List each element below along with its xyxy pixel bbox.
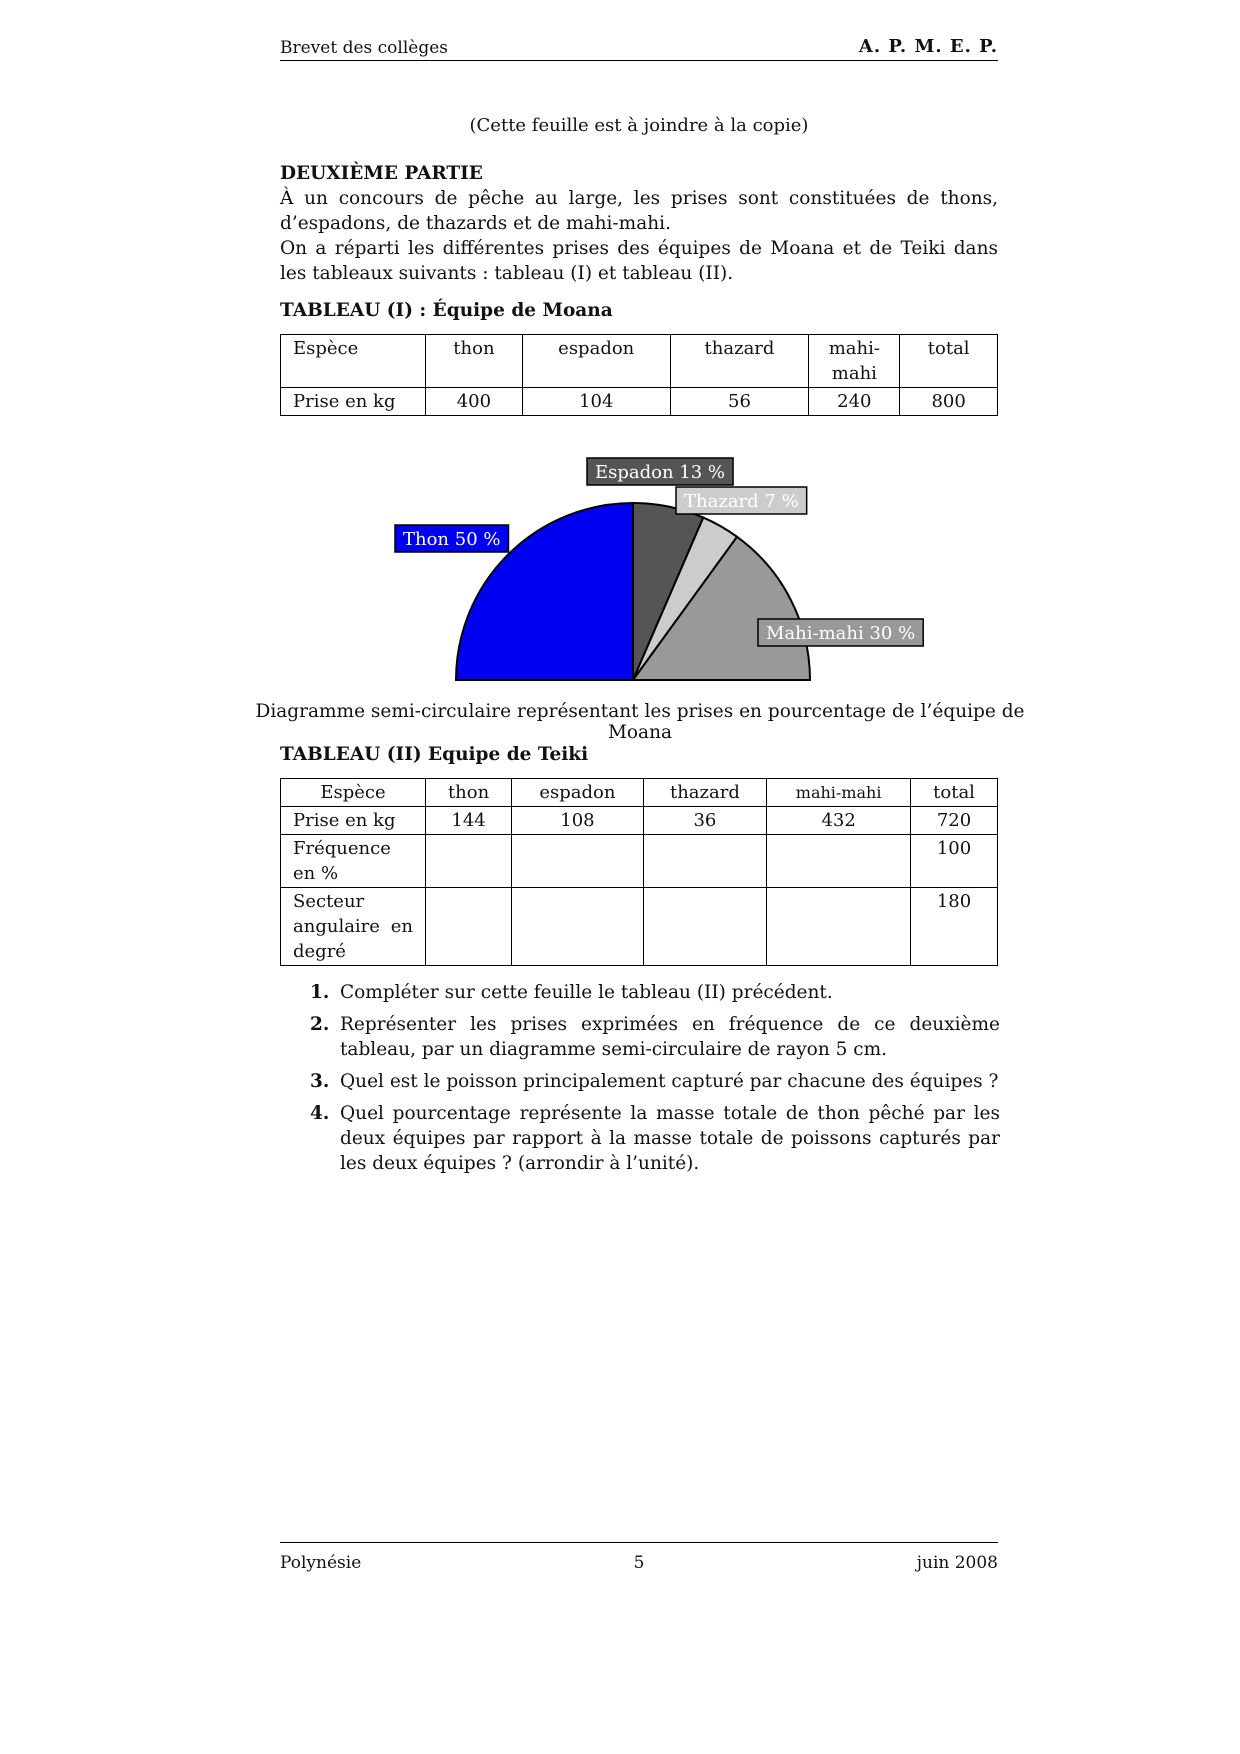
question-number: 1. — [310, 982, 330, 1003]
list-item — [310, 1069, 1000, 1094]
table-row — [281, 835, 998, 888]
question-text: Quel pourcentage représente la masse totale de thon pêché par les deux équipes par rapport à la masse totale de poissons capturés par les deux équipes ? (arrondir à l’unité). — [340, 1103, 1000, 1174]
table-cell: Prise en kg — [281, 807, 426, 835]
list-item — [310, 1101, 1000, 1176]
table-cell — [643, 888, 766, 966]
chart-label: Thon 50 % — [403, 529, 501, 550]
table-cell: 36 — [643, 807, 766, 835]
table-cell: 240 — [809, 388, 900, 416]
table-row — [281, 779, 998, 807]
chart-label: Espadon 13 % — [595, 462, 726, 483]
table1-title: TABLEAU (I) : Équipe de Moana — [280, 300, 613, 321]
table-cell: espadon — [522, 335, 670, 388]
table-cell: 56 — [670, 388, 809, 416]
table-cell — [512, 888, 644, 966]
footer-right: juin 2008 — [916, 1553, 998, 1573]
part-title: DEUXIÈME PARTIE — [280, 163, 483, 184]
table-cell: total — [900, 335, 998, 388]
intro-paragraph-1: À un concours de pêche au large, les prises sont constituées de thons, d’espadons, de thazards et de mahi-mahi. — [280, 188, 998, 234]
footer-left: Polynésie — [280, 1553, 362, 1573]
table-cell: Secteur angulaire en degré — [281, 888, 426, 966]
table-cell — [426, 888, 512, 966]
table-cell: Fréquence en % — [281, 835, 426, 888]
table-row — [281, 388, 998, 416]
list-item — [310, 980, 1000, 1005]
table-cell — [512, 835, 644, 888]
question-number: 3. — [310, 1071, 330, 1092]
list-item — [310, 1012, 1000, 1062]
table-cell: thon — [426, 779, 512, 807]
table-cell: 432 — [767, 807, 911, 835]
chart-label: Thazard 7 % — [684, 491, 799, 512]
table-cell — [643, 835, 766, 888]
table-row — [281, 335, 998, 388]
header-left: Brevet des collèges — [280, 38, 449, 58]
table-row — [281, 807, 998, 835]
table-cell: espadon — [512, 779, 644, 807]
question-text: Quel est le poisson principalement capturé par chacune des équipes ? — [340, 1071, 999, 1092]
table-cell: mahi-mahi — [809, 335, 900, 388]
table-moana — [280, 334, 998, 416]
table-cell: thazard — [643, 779, 766, 807]
table-cell: 180 — [911, 888, 998, 966]
table-cell: Prise en kg — [281, 388, 426, 416]
question-number: 2. — [310, 1014, 330, 1035]
table-cell: mahi-mahi — [767, 779, 911, 807]
question-text: Compléter sur cette feuille le tableau (II) précédent. — [340, 982, 833, 1003]
question-list — [310, 980, 1000, 1183]
intro-block — [280, 161, 998, 286]
table-cell: 400 — [426, 388, 523, 416]
question-text: Représenter les prises exprimées en fréquence de ce deuxième tableau, par un diagramme semi-circulaire de rayon 5 cm. — [340, 1014, 1000, 1060]
page-footer — [280, 1542, 998, 1573]
table-cell: Espèce — [281, 335, 426, 388]
question-number: 4. — [310, 1103, 330, 1124]
table2-title: TABLEAU (II) Equipe de Teiki — [280, 744, 589, 765]
chart-caption: Diagramme semi-circulaire représentant les prises en pourcentage de l’équipe de Moana — [255, 701, 1025, 743]
table-cell: 720 — [911, 807, 998, 835]
page-header — [280, 36, 998, 61]
table-cell: 104 — [522, 388, 670, 416]
attach-note: (Cette feuille est à joindre à la copie) — [469, 115, 809, 136]
table-cell — [767, 835, 911, 888]
table-cell: 100 — [911, 835, 998, 888]
page-number: 5 — [633, 1553, 645, 1573]
table-cell: 800 — [900, 388, 998, 416]
header-right: A. P. M. E. P. — [858, 36, 998, 57]
table-cell: thon — [426, 335, 523, 388]
semicircle-chart — [403, 455, 940, 690]
table-cell: Espèce — [281, 779, 426, 807]
table-teiki — [280, 778, 998, 966]
table-cell — [767, 888, 911, 966]
intro-paragraph-2: On a réparti les différentes prises des équipes de Moana et de Teiki dans les tableaux suivants : tableau (I) et tableau (II). — [280, 238, 998, 284]
table-cell: 144 — [426, 807, 512, 835]
table-cell: total — [911, 779, 998, 807]
table-row — [281, 888, 998, 966]
chart-label: Mahi-mahi 30 % — [766, 623, 916, 644]
table-cell — [426, 835, 512, 888]
table-cell: 108 — [512, 807, 644, 835]
table-cell: thazard — [670, 335, 809, 388]
